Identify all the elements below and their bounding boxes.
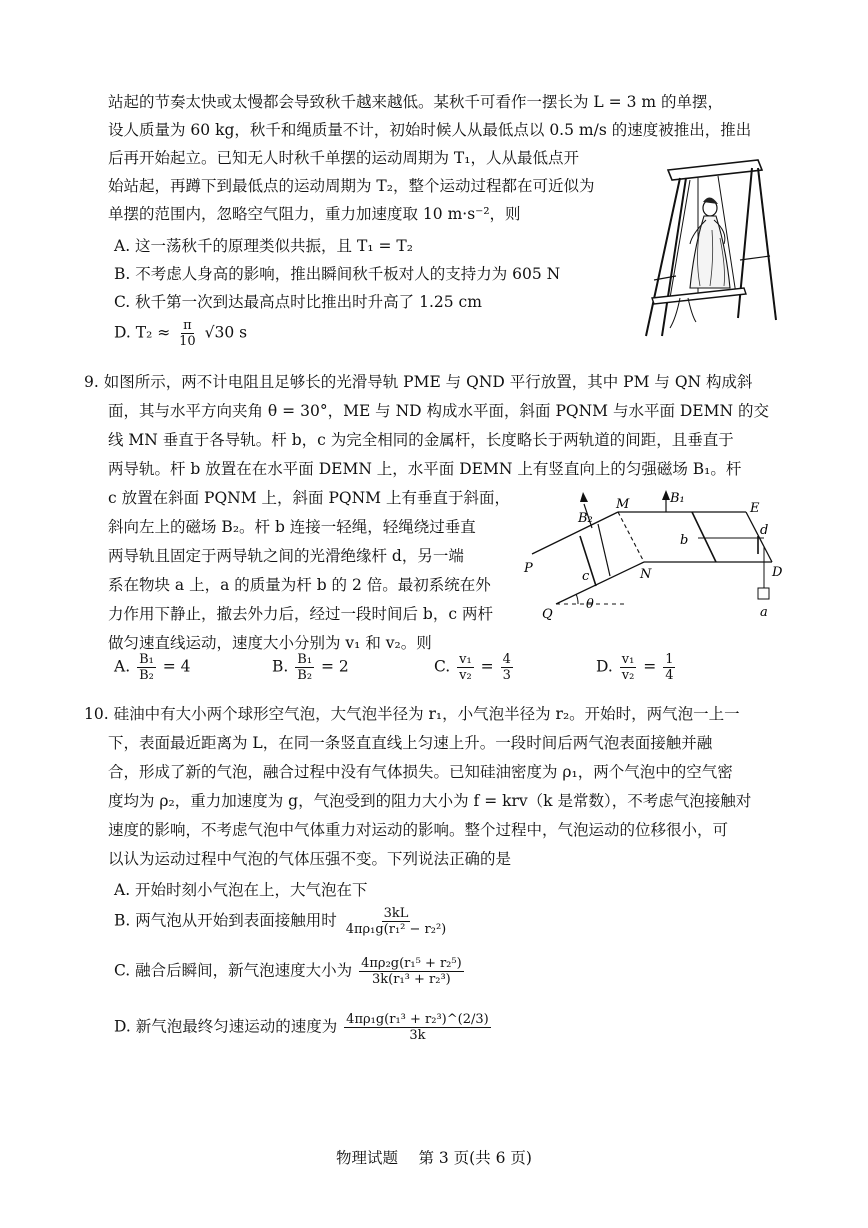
label-d-point: D — [772, 565, 783, 580]
q8-option-a: A. 这一荡秋千的原理类似共振，且 T₁ = T₂ — [114, 237, 413, 255]
q10-option-a: A. 开始时刻小气泡在上，大气泡在下 — [114, 881, 368, 899]
q8-text-line-2: 设人质量为 60 kg，秋千和绳质量不计，初始时候人从最低点以 0.5 m/s 的速度被推出，推出 — [108, 121, 752, 139]
q10-option-c-fraction — [359, 956, 464, 987]
q9-option-d-value-den: 4 — [665, 668, 674, 683]
q9-option-d-fraction — [620, 652, 637, 683]
q10-option-b — [114, 906, 450, 937]
q8-text-line-5: 单摆的范围内，忽略空气阻力，重力加速度取 10 m·s⁻²，则 — [108, 205, 521, 223]
label-e: E — [750, 501, 760, 516]
q10-text-line-2: 下，表面最近距离为 L，在同一条竖直直线上匀速上升。一段时间后两气泡表面接触并融 — [108, 734, 713, 752]
q9-option-c-label: C. — [434, 657, 451, 676]
label-b1: B₁ — [670, 491, 685, 506]
q9-option-a-fraction — [137, 652, 156, 683]
q9-option-b — [272, 652, 349, 683]
q9-option-d-value — [663, 652, 675, 683]
q9-option-a-den: B₂ — [139, 668, 154, 683]
q10-option-b-num: 3kL — [383, 906, 409, 921]
q9-option-a-num: B₁ — [139, 652, 154, 667]
q9-option-c-num: v₁ — [459, 652, 472, 667]
q9-text-line-4: 两导轨。杆 b 放置在在水平面 DEMN 上，水平面 DEMN 上有竖直向上的匀强磁场 B₁。杆 — [108, 460, 742, 478]
q8-option-d — [114, 318, 247, 349]
q10-option-b-den: 4πρ₁g(r₁² − r₂²) — [345, 922, 447, 937]
q10-option-b-text: B. 两气泡从开始到表面接触用时 — [114, 911, 337, 930]
label-c-rod: c — [582, 569, 590, 584]
q10-option-c-den: 3k(r₁³ + r₂³) — [372, 972, 451, 987]
q10-text-line-6: 以认为运动过程中气泡的气体压强不变。下列说法正确的是 — [108, 850, 512, 868]
q10-text-line-4: 度均为 ρ₂，重力加速度为 g，气泡受到的阻力大小为 f = krv（k 是常数），不考虑气泡接触对 — [108, 792, 752, 810]
label-m: M — [616, 497, 630, 512]
q9-option-c-value-num: 4 — [502, 652, 511, 667]
q8-text-line-4: 始站起，再蹲下到最低点的运动周期为 T₂，整个运动过程都在可近似为 — [108, 177, 595, 195]
q10-text-line-1: 10. 硅油中有大小两个球形空气泡，大气泡半径为 r₁，小气泡半径为 r₂。开始时，两气泡一上一 — [84, 705, 740, 723]
swing-illustration — [640, 148, 785, 338]
label-b-rod: b — [680, 533, 689, 548]
q9-option-c-rhs: = — [480, 657, 494, 676]
q9-text-line-5: c 放置在斜面 PQNM 上，斜面 PQNM 上有垂直于斜面， — [108, 489, 510, 507]
q10-text-line-5: 速度的影响，不考虑气泡中气体重力对运动的影响。整个过程中，气泡运动的位移很小，可 — [108, 821, 729, 839]
q9-option-a — [114, 652, 191, 683]
q10-option-d-den: 3k — [409, 1028, 426, 1043]
q9-option-d-label: D. — [596, 657, 613, 676]
q9-option-c — [434, 652, 515, 683]
q8-text-line-3: 后再开始起立。已知无人时秋千单摆的运动周期为 T₁，人从最低点开 — [108, 149, 579, 167]
q9-option-b-fraction — [295, 652, 314, 683]
q9-text-line-2: 面，其与水平方向夹角 θ = 30°，ME 与 ND 构成水平面，斜面 PQNM 与水平面 DEMN 的交 — [108, 402, 769, 420]
q9-text-line-9: 力作用下静止，撤去外力后，经过一段时间后 b，c 两杆 — [108, 605, 493, 623]
label-a: a — [760, 605, 768, 620]
q9-option-d-value-num: 1 — [665, 652, 674, 667]
page-footer: 物理试题 第 3 页(共 6 页) — [336, 1149, 532, 1167]
label-n: N — [640, 567, 652, 582]
q9-option-d-rhs: = — [643, 657, 657, 676]
q9-option-c-fraction — [457, 652, 474, 683]
q9-text-line-10: 做匀速直线运动，速度大小分别为 v₁ 和 v₂。则 — [108, 634, 432, 652]
q10-option-c-text: C. 融合后瞬间，新气泡速度大小为 — [114, 961, 353, 980]
q8-option-d-numerator: π — [183, 318, 192, 333]
q8-option-d-prefix: D. T₂ ≈ — [114, 323, 171, 342]
q9-option-a-label: A. — [114, 657, 131, 676]
q10-text-line-3: 合，形成了新的气泡，融合过程中没有气体损失。已知硅油密度为 ρ₁，两个气泡中的空气密 — [108, 763, 733, 781]
q8-text-line-1: 站起的节奏太快或太慢都会导致秋千越来越低。某秋千可看作一摆长为 L = 3 m 的单摆， — [108, 93, 723, 111]
q8-option-d-denominator: 10 — [179, 334, 196, 349]
q10-option-b-fraction — [344, 906, 449, 937]
q9-text-line-1: 9. 如图所示，两不计电阻且足够长的光滑导轨 PME 与 QND 平行放置，其中 PM 与 QN 构成斜 — [84, 373, 753, 391]
rail-diagram — [520, 488, 800, 628]
label-theta: θ — [586, 597, 594, 612]
q8-option-d-suffix: √30 s — [204, 323, 248, 342]
label-b2: B₂ — [578, 511, 593, 526]
q8-option-c: C. 秋千第一次到达最高点时比推出时升高了 1.25 cm — [114, 293, 482, 311]
q10-option-d — [114, 1012, 493, 1043]
q9-option-c-den: v₂ — [459, 668, 472, 683]
label-q: Q — [542, 607, 553, 622]
q9-option-d-num: v₁ — [621, 652, 635, 667]
q10-option-d-num: 4πρ₁g(r₁³ + r₂³)^(2/3) — [346, 1012, 489, 1027]
q9-option-d — [596, 652, 677, 683]
q9-text-line-6: 斜向左上的磁场 B₂。杆 b 连接一轻绳，轻绳绕过垂直 — [108, 518, 476, 536]
q10-option-d-fraction — [344, 1012, 491, 1043]
q8-option-b: B. 不考虑人身高的影响，推出瞬间秋千板对人的支持力为 605 N — [114, 265, 561, 283]
q9-option-b-num: B₁ — [297, 652, 313, 667]
q9-option-b-den: B₂ — [297, 668, 313, 683]
q8-option-d-fraction — [177, 318, 198, 349]
q9-option-b-label: B. — [272, 657, 289, 676]
q9-text-line-8: 系在物块 a 上，a 的质量为杆 b 的 2 倍。最初系统在外 — [108, 576, 491, 594]
q10-option-c-num: 4πρ₂g(r₁⁵ + r₂⁵) — [361, 956, 462, 971]
label-p: P — [524, 561, 533, 576]
q9-text-line-3: 线 MN 垂直于各导轨。杆 b，c 为完全相同的金属杆，长度略长于两轨道的间距，且垂直于 — [108, 431, 734, 449]
label-d-rod: d — [760, 523, 769, 538]
q9-option-a-rhs: = 4 — [162, 657, 191, 676]
q9-option-d-den: v₂ — [621, 668, 635, 683]
q10-option-d-text: D. 新气泡最终匀速运动的速度为 — [114, 1017, 338, 1036]
q10-option-c — [114, 956, 466, 987]
q9-option-b-rhs: = 2 — [320, 657, 349, 676]
q9-text-line-7: 两导轨且固定于两导轨之间的光滑绝缘杆 d，另一端 — [108, 547, 464, 565]
q9-option-c-value-den: 3 — [502, 668, 511, 683]
q9-option-c-value — [501, 652, 513, 683]
